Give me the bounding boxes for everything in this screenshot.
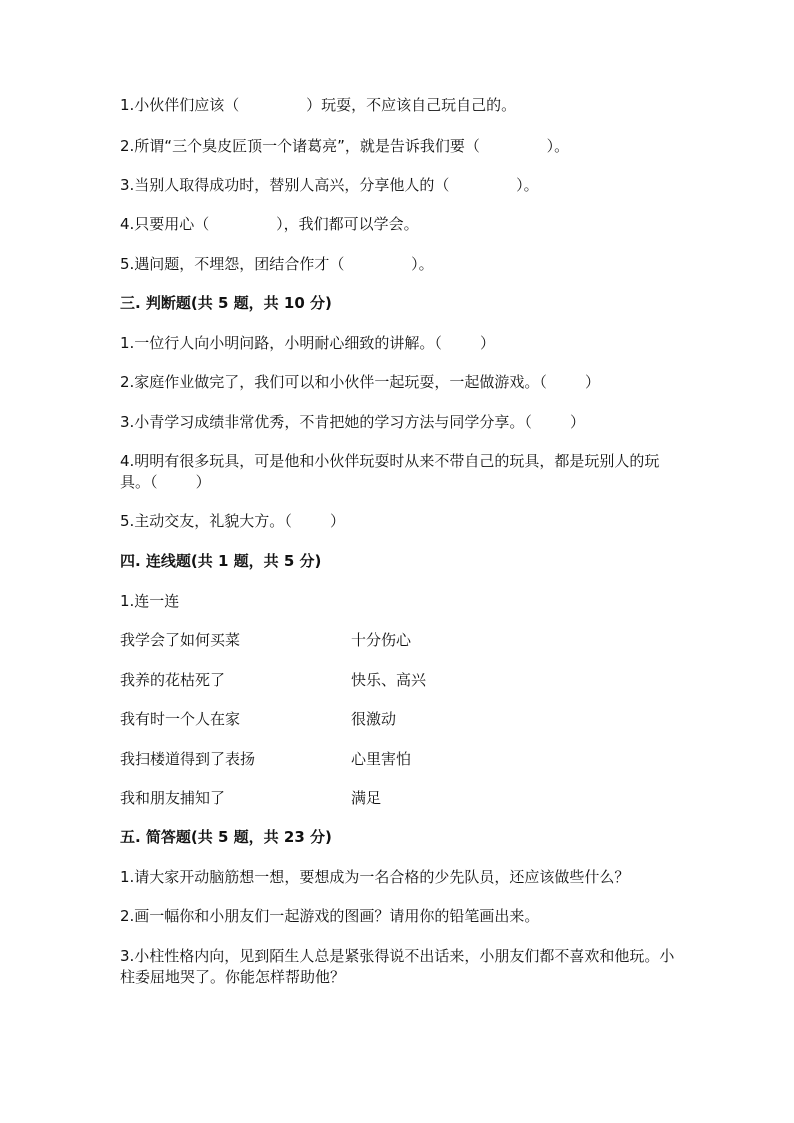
matching-left-item: 我养的花枯死了 (120, 671, 226, 689)
fill-blank-item: 4.只要用心（ ），我们都可以学会。 (120, 215, 419, 233)
section-heading-matching: 四. 连线题(共 1 题，共 5 分) (120, 552, 322, 570)
matching-left-item: 我学会了如何买菜 (120, 631, 241, 649)
section-heading-short-answer: 五. 简答题(共 5 题，共 23 分) (120, 828, 332, 846)
section-heading-judgement: 三. 判断题(共 5 题，共 10 分) (120, 294, 332, 312)
matching-left-item: 我有时一个人在家 (120, 710, 241, 728)
matching-right-item: 满足 (351, 789, 382, 807)
matching-right-item: 心里害怕 (351, 750, 412, 768)
matching-question: 1.连一连 (120, 592, 180, 610)
judgement-item: 3.小青学习成绩非常优秀，不肯把她的学习方法与同学分享。（ ） (120, 413, 585, 431)
judgement-item: 5.主动交友，礼貌大方。（ ） (120, 512, 345, 530)
fill-blank-item: 2.所谓“三个臭皮匠顶一个诸葛亮”，就是告诉我们要（ ）。 (120, 137, 570, 155)
matching-left-item: 我和朋友捕知了 (120, 789, 226, 807)
fill-blank-item: 1.小伙伴们应该（ ）玩耍，不应该自己玩自己的。 (120, 96, 517, 114)
fill-blank-item: 3.当别人取得成功时，替别人高兴，分享他人的（ ）。 (120, 176, 539, 194)
matching-right-item: 快乐、高兴 (351, 671, 427, 689)
judgement-item: 1.一位行人向小明问路，小明耐心细致的讲解。（ ） (120, 334, 495, 352)
matching-left-item: 我扫楼道得到了表扬 (120, 750, 256, 768)
judgement-item: 4.明明有很多玩具，可是他和小伙伴玩耍时从来不带自己的玩具，都是玩别人的玩具。（ ） (120, 452, 660, 491)
short-answer-item: 2.画一幅你和小朋友们一起游戏的图画？请用你的铅笔画出来。 (120, 907, 540, 925)
short-answer-item: 1.请大家开动脑筋想一想，要想成为一名合格的少先队员，还应该做些什么？ (120, 868, 630, 886)
fill-blank-item: 5.遇问题，不埋怨，团结合作才（ ）。 (120, 255, 434, 273)
matching-right-item: 很激动 (351, 710, 397, 728)
matching-right-item: 十分伤心 (351, 631, 412, 649)
judgement-item: 2.家庭作业做完了，我们可以和小伙伴一起玩耍，一起做游戏。（ ） (120, 373, 600, 391)
short-answer-item: 3.小柱性格内向，见到陌生人总是紧张得说不出话来，小朋友们都不喜欢和他玩。小柱委屈地哭了。你能怎样帮助他？ (120, 947, 675, 986)
